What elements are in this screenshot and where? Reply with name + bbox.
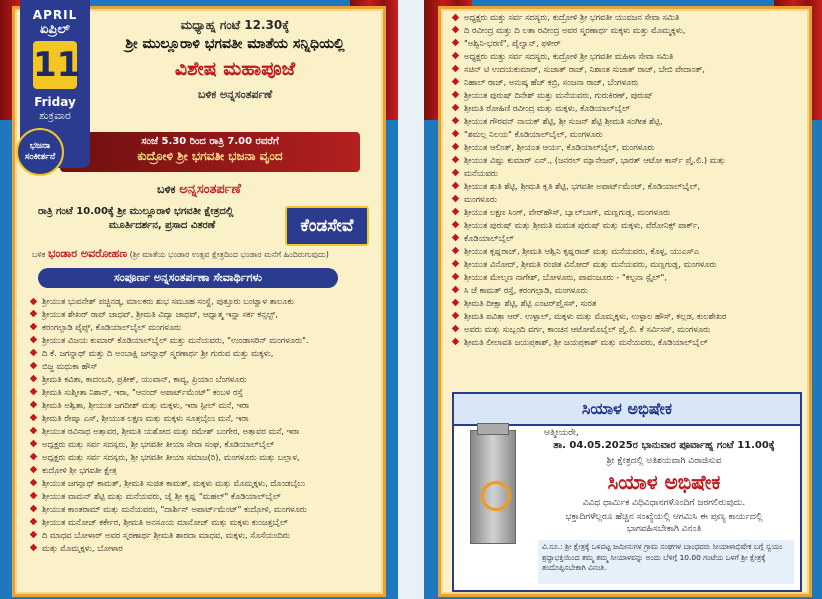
sponsor-text: ಶ್ರೀಮತಿ ಲೀಲಾವತಿ ಜಯಪ್ರಕಾಶ್, ಶ್ರೀ ಜಯಪ್ರಕಾಶ್ ಮತ್ತು ಮನೆಯವರು, ಕೊಡಿಯಾಲ್‌ಬೈಲ್ bbox=[464, 336, 708, 347]
left-sponsor-list bbox=[30, 296, 372, 556]
sponsor-item bbox=[452, 103, 798, 114]
sponsor-item bbox=[30, 296, 372, 307]
bullet-icon bbox=[452, 26, 459, 33]
bullet-icon bbox=[30, 375, 37, 382]
bullet-icon bbox=[452, 247, 459, 254]
bullet-icon bbox=[30, 388, 37, 395]
bullet-icon bbox=[30, 466, 37, 473]
time-line: ಮಧ್ಯಾಹ್ನ ಗಂಟೆ 12.30ಕ್ಕೆ bbox=[180, 18, 290, 32]
bullet-icon bbox=[30, 336, 37, 343]
bullet-icon bbox=[30, 518, 37, 525]
sponsor-item bbox=[452, 77, 798, 88]
bullet-icon bbox=[30, 310, 37, 317]
bullet-icon bbox=[452, 208, 459, 215]
bullet-icon bbox=[452, 260, 459, 267]
sponsor-text: ಶ್ರೀಯುತ ಜಗನ್ನಾಥ್ ಕಾಮತ್, ಶ್ರೀಮತಿ ಸುಜಿತ ಕಾಮತ್, ಮಕ್ಕಳು ಮತ್ತು ಮೊಮ್ಮಕ್ಕಳು, ದೊಂಡಬೈಲು bbox=[42, 477, 306, 488]
bullet-icon bbox=[30, 414, 37, 421]
month-en: APRIL bbox=[32, 8, 78, 22]
sponsor-item bbox=[30, 374, 372, 385]
sponsor-item bbox=[452, 38, 798, 49]
sponsor-text: ಶ್ರೀಯುತ ಶೇಖರ್ ರಾವ್ ಜಾಧವ್, ಶ್ರೀಮತಿ ವಿದ್ಯಾ ಜಾಧವ್, ಆಧ್ಯಾತ್ಮ ಇನ್ಫ್ರಾ ಸರ್ಕ ಕನ್ಸಲ್ಟ್, bbox=[42, 308, 278, 319]
sponsor-item bbox=[452, 259, 798, 270]
sponsor-item bbox=[452, 207, 798, 218]
sponsor-text: "ಶಮಲ್ಲ ನಿಲಯ" ಕೊಡಿಯಾಲ್‌ಬೈಲ್, ಮಂಗಳೂರು bbox=[464, 128, 603, 139]
abhisheka-heading: ಸಿಯಾಳ ಅಭಿಷೇಕ bbox=[454, 394, 800, 426]
bullet-icon bbox=[452, 169, 459, 176]
sponsor-item bbox=[30, 478, 372, 489]
bullet-icon bbox=[30, 297, 37, 304]
sponsor-text: ಮನೆಯವರು bbox=[464, 167, 498, 178]
abhisheka-date: ತಾ. 04.05.2025ರ ಭಾನುವಾರ ಪೂರ್ವಾಹ್ನ ಗಂಟೆ 11.00ಕ್ಕೆ bbox=[553, 440, 775, 451]
bullet-icon bbox=[452, 65, 459, 72]
sponsor-item bbox=[452, 90, 798, 101]
bullet-icon bbox=[452, 325, 459, 332]
bullet-icon bbox=[452, 195, 459, 202]
bhajana-time: ಸಂಜೆ 5.30 ರಿಂದ ರಾತ್ರಿ 7.00 ರವರೆಗೆ bbox=[141, 136, 279, 147]
abhisheka-line-7: ಭಾಗವಹಿಸಬೇಕಾಗಿ ವಿನಂತಿ bbox=[626, 524, 702, 534]
bullet-icon bbox=[452, 234, 459, 241]
sponsor-item bbox=[30, 309, 372, 320]
sponsor-item bbox=[30, 465, 372, 476]
after-bhajana-prefix: ಬಳಿಕ bbox=[157, 183, 176, 196]
bullet-icon bbox=[30, 492, 37, 499]
fold-gap bbox=[398, 0, 424, 599]
bhajana-group: ಕುದ್ರೋಳಿ ಶ್ರೀ ಭಗವತೀ ಭಜನಾ ವೃಂದ bbox=[137, 149, 283, 163]
sponsor-item bbox=[30, 439, 372, 450]
sponsor-text: "ಅಶ್ವಿನಿ-ಭರಣಿ", ಪೈಲ್ವಾನ್, ಫಳೀರ್ bbox=[464, 37, 561, 48]
bullet-icon bbox=[30, 453, 37, 460]
bullet-icon bbox=[452, 91, 459, 98]
sponsor-text: ಶ್ರೀಯುತ ರವಿನಾಥ ಅತ್ತಾವರ, ಶ್ರೀಮತಿ ಯಶೋದ ಮತ್ತು ರಮೇಶ್ ಬಂಗೇರ, ಅತ್ತಾವರ ಮನೆ, ಇರಾ bbox=[42, 425, 300, 436]
bullet-icon bbox=[452, 156, 459, 163]
left-page bbox=[0, 0, 398, 599]
sponsor-item bbox=[452, 272, 798, 283]
sponsor-text: ಶ್ರೀಯುತ ವಿಜಯ ಕುಮಾರ್ ಕೊಡಿಯಾಲ್‌ಬೈಲ್ ಮತ್ತು ಮನೆಯವರು, "ಉಂಡಾಸರಿನ್ ಮಂಗಳೂರು". bbox=[42, 334, 309, 345]
sponsor-text: ಕರಂಗಲ್ಪಾಡಿ ಪೈಪ್ಸ್, ಕೊಡಿಯಾಲ್‌ಬೈಲ್ ಮಂಗಳೂರು bbox=[42, 321, 182, 332]
sponsor-text: ಕೊಡಿಯಾಲ್‌ಬೈಲ್ bbox=[464, 232, 514, 243]
puja-title: ವಿಶೇಷ ಮಹಾಪೂಜೆ bbox=[174, 58, 296, 80]
weekday-en: Friday bbox=[34, 95, 76, 109]
sponsor-item bbox=[30, 335, 372, 346]
sponsor-text: ಶ್ರೀಯುತ ಪುರುಷ್ ಮತ್ತು ಶ್ರೀಮತಿ ಮಮತ ಪುರುಷ್ ಮತ್ತು ಮಕ್ಕಳು, ವೆರೋನಿಕ್ಸ್ ಪಾರ್ಕ್, bbox=[464, 219, 700, 230]
sponsor-item bbox=[452, 298, 798, 309]
sponsor-text: ಅಧ್ಯಕ್ಷರು ಮತ್ತು ಸರ್ವ ಸದಸ್ಯರು, ಕುದ್ರೋಳಿ ಶ್ರೀ ಭಗವತೀ ಮಹಿಳಾ ಸೇವಾ ಸಮಿತಿ bbox=[464, 50, 674, 61]
sponsor-text: ಶ್ರೀಯುತ ಮೇಲ್ಮಣ ನಾಗೇಶ್, ಬೋಳೂರು, ಪಾವಂಜೂರು - "ಕಲ್ಪನಾ ಸ್ಟೈಲ್", bbox=[464, 271, 667, 282]
sponsor-text: ಶ್ರೀಮತಿ ಸುಶ್ಮೀತಾ ನಿಶಾನ್, ಇರಾ, "ಆನಂದ್ ಅಪಾರ್ಟ್‌ಮೆಂಟ್" ಕಂಬಳ ರಸ್ತೆ bbox=[42, 386, 243, 397]
bullet-icon bbox=[30, 479, 37, 486]
sponsor-text: ಶ್ರೀಮತಿ ಪವಿತ್ರಾ ಆರ್. ಉಳ್ಳಾಲ್, ಮಕ್ಕಳು ಮತ್ತು ಮೊಮ್ಮಕ್ಕಳು, ಉಳ್ಳಾಲ ಹೌಸ್, ಕಲ್ಲಡ, ಕುಲಶೇಖರ bbox=[464, 310, 727, 321]
sponsor-item bbox=[452, 233, 798, 244]
after-bhajana bbox=[0, 182, 398, 197]
bullet-icon bbox=[452, 273, 459, 280]
sponsor-text: ದಿ ಕೆ. ಜಗನ್ನಾಥ್ ಮತ್ತು ದಿ ಅಂಬಾಕ್ಷಿ ಜಗನ್ನಾಥ್ ಸ್ಮರಣಾರ್ಥ ಶ್ರೀ ಗುರುವ ಮತ್ತು ಮಕ್ಕಳು, bbox=[42, 347, 274, 358]
sponsor-item bbox=[452, 168, 798, 179]
sponsor-text: ಅಧ್ಯಕ್ಷರು ಮತ್ತು ಸರ್ವ ಸದಸ್ಯರು, ಕುದ್ರೋಳಿ ಶ್ರೀ ಭಗವತೀ ಯುವಜನ ಸೇವಾ ಸಮಿತಿ bbox=[464, 12, 680, 22]
sponsor-item bbox=[30, 426, 372, 437]
bullet-icon bbox=[452, 104, 459, 111]
sponsor-item bbox=[452, 324, 798, 335]
after-bhajana-main: ಅನ್ನಸಂತರ್ಪಣೆ bbox=[179, 182, 241, 197]
sponsor-text: ಶ್ರೀಯುತ ವಾಮನ್ ಶೆಟ್ಟಿ ಮತ್ತು ಮನೆಯವರು, ಜೈ ಶ್ರೀ ಕೃಷ್ಣ "ಮಹಲ್" ಕೊಡಿಯಾಲ್‌ಬೈಲ್ bbox=[42, 490, 281, 501]
bhajana-tag: ಭಜನಾ ಸಂಕೀರ್ತನೆ bbox=[16, 128, 64, 176]
bullet-icon bbox=[30, 531, 37, 538]
bhajana-band bbox=[60, 132, 360, 172]
sponsor-item bbox=[30, 543, 372, 554]
sponsor-text: ಶ್ರೀಯುತ ವಿಷ್ಣು ಕುಮಾರ್ ಎನ್., (ಜನರಲ್ ಮ್ಯಾನೇಜರ್, ಭಾರತ್ ಆಟೋ ಕಾರ್ಸ್ ಪ್ರೈ.ಲಿ.) ಮತ್ತು bbox=[464, 154, 726, 165]
sponsor-text: ಮತ್ತು ಮೊಮ್ಮಕ್ಕಳು, ಬೋಳಾರ bbox=[42, 542, 123, 553]
sponsor-item bbox=[452, 337, 798, 348]
sponsor-text: ದಿ ರವೀಂದ್ರ ಮತ್ತು ದಿ ಲತಾ ರವೀಂದ್ರ ಅವರ ಸ್ಮರಣಾರ್ಥ ಮಕ್ಕಳು ಮತ್ತು ಮೊಮ್ಮಕ್ಕಳು, bbox=[464, 24, 686, 35]
sponsor-item bbox=[452, 311, 798, 322]
bullet-icon bbox=[452, 39, 459, 46]
presence-line: ಶ್ರೀ ಮುಲ್ಲೂರಾಳಿ ಭಗವತೀ ಮಾತೆಯ ಸನ್ನಿಧಿಯಲ್ಲಿ bbox=[125, 36, 345, 52]
month-kn: ಏಪ್ರಿಲ್ bbox=[40, 22, 70, 37]
sponsor-text: ಶ್ರೀಮತಿ ರೇಷ್ಮಾ ಎಸ್, ಶ್ರೀಯುತ ಲಕ್ಷ್ಮಣ ಮತ್ತು ಮಕ್ಕಳು ಸೂತ್ರಬೈಲು ಮನೆ, ಇರಾ bbox=[42, 412, 249, 423]
sponsor-item bbox=[30, 361, 372, 372]
temple-tower-image bbox=[470, 430, 516, 544]
sponsor-text: ಶ್ರೀಮತಿ ದೀಕ್ಷಾ ಶೆಟ್ಟಿ, ಶೆಟ್ಟಿ ಎಂಟರ್‌ಪ್ರೈಸಸ್, ಸುರತ bbox=[464, 297, 597, 308]
bullet-icon bbox=[452, 13, 459, 20]
night-line-1: ರಾತ್ರಿ ಗಂಟೆ 10.00ಕ್ಕೆ ಶ್ರೀ ಮುಲ್ಲೂರಾಳಿ ಭಗವತೀ ಕ್ಷೇತ್ರದಲ್ಲಿ bbox=[38, 206, 234, 217]
bullet-icon bbox=[452, 143, 459, 150]
abhisheka-note: ವಿ.ಸೂ.: ಶ್ರೀ ಕ್ಷೇತ್ರಕ್ಕೆ ಒಳಪಟ್ಟ ಜಮೀನುಗಳ ಗ್ರಾಮ ಸಂಘಗಳ ಬಾಂಧವರು ಸೀಯಾಳಾಭಿಷೇಕ ಬಗ್ಗೆ ಸ್ವಯಂ ಶ್ರದ್ಧಾಭಕ್ತಿಯಿಂದ ತಮ್ಮ ತಮ್ಮ ಸೀಯಾಳವನ್ನು ಅಂದು ಬೆಳಿಗ್ಗೆ 10.00 ಗಂಟೆಯ ಒಳಗೆ ಶ್ರೀ ಕ್ಷೇತ್ರಕ್ಕೆ ತಂದೊಪ್ಪಿಸಬೇಕಾಗಿ ವಿನಂತಿ. bbox=[538, 540, 794, 584]
sponsor-text: ಶ್ರೀಯುತ ವಿನೋದ್, ಶ್ರೀಮತಿ ರಂಜಿತ ವಿನೋದ್ ಮತ್ತು ಮನೆಯವರು, ಮಣ್ಣಗುಡ್ಡ, ಮಂಗಳೂರು bbox=[464, 258, 717, 269]
bullet-icon bbox=[30, 349, 37, 356]
bullet-icon bbox=[452, 299, 459, 306]
bullet-icon bbox=[452, 130, 459, 137]
sponsor-text: ಶ್ರೀಮತಿ ಕವಿತಾ, ಕಾದಂಬರಿ, ಪ್ರತೀಕ್, ಯುವಾನ್, ಕಾವ್ಯ, ಪ್ರಿಯಾಂ ಬೆಂಗಳೂರು bbox=[42, 373, 247, 384]
sponsor-item bbox=[30, 387, 372, 398]
sponsor-text: ನಿಹಾಲ್ ರಾಜ್, ಅನುಷ್ಕ ಹೆಚ್ ಕಬ್ರಿ, ಸಂಜನಾ ರಾಜ್, ಬೆಂಗಳೂರು bbox=[464, 76, 639, 87]
right-page bbox=[424, 0, 822, 599]
sponsor-item bbox=[452, 116, 798, 127]
bullet-icon bbox=[30, 401, 37, 408]
sponsor-text: ಸಚಿನ್ ಟಿ ಉದಯಕುಮಾರ್, ಸುಜಾತ್ ರಾಜ್, ನಿಶಾಂತ ಸುಜಾತ್ ರಾಜ್, ಬೇಬಿ ವೇದಾಂತ್, bbox=[464, 63, 705, 74]
sponsor-item bbox=[30, 452, 372, 463]
sponsor-item bbox=[30, 413, 372, 424]
sponsor-item bbox=[452, 220, 798, 231]
sponsor-text: ಶ್ರೀಯುತ ಲಕ್ಷ್ಮಣ ಸಿಂಗ್, ವೇರ್‌ಹೌಸ್, ಬ್ಯಾಲ್‌ಬಾಗ್, ಮಣ್ಣಗುಡ್ಡ, ಮಂಗಳೂರು bbox=[464, 206, 671, 217]
bhandara-prefix: ಬಳಿಕ bbox=[32, 250, 46, 259]
sponsor-item bbox=[452, 25, 798, 36]
sponsor-text: ಶ್ರೀಯುತ ಕಾಂತರಾಮ್ ಮತ್ತು ಮನೆಯವರು, "ದಾರ್ಶಿನ್ ಅಪಾರ್ಟ್‌ಮೆಂಟ್" ಕುದ್ರೋಳಿ, ಮಂಗಳೂರು bbox=[42, 503, 307, 514]
sponsor-text: ಬಿಜ್ಜ ಮಧುಕಾ ಹೌಸ್ bbox=[42, 360, 98, 371]
sponsor-item bbox=[452, 181, 798, 192]
bullet-icon bbox=[30, 505, 37, 512]
bullet-icon bbox=[452, 52, 459, 59]
sponsor-item bbox=[452, 142, 798, 153]
sponsor-text: ಶ್ರೀಯುತ ಆಲಿಂತ್, ಶ್ರೀಯುತ ಆರ್ಯ, ಕೊಡಿಯಾಲ್‌ಬೈಲ್, ಮಂಗಳೂರು bbox=[464, 141, 655, 152]
sponsor-item bbox=[30, 504, 372, 515]
sponsor-item bbox=[30, 517, 372, 528]
sponsor-item bbox=[30, 530, 372, 541]
night-line-2: ಮೂರ್ತಿದರ್ಶನ, ಪ್ರಸಾದ ವಿತರಣೆ bbox=[108, 220, 216, 231]
bhandara-note: (ಶ್ರೀ ಮಾತೆಯ ಭಂಡಾರ ಉತ್ಸವ ಕ್ಷೇತ್ರದಿಂದ ಭಂಡಾರ ಮನೆಗೆ ಹಿಂದಿರುಗುವುದು) bbox=[129, 250, 329, 259]
sponsor-item bbox=[452, 246, 798, 257]
day-number: 11 bbox=[33, 41, 77, 89]
sponsor-text: ದಿ ಮಾಧವ ಬೋಳಾರ್ ಅವರ ಸ್ಮರಣಾರ್ಥ ಶ್ರೀಮತಿ ಶಾರದಾ ಮಾಧವ, ಮಕ್ಕಳು, ಸೊಸೆಯಂದಿರು bbox=[42, 529, 290, 540]
bullet-icon bbox=[30, 323, 37, 330]
sponsor-text: ಅಧ್ಯಕ್ಷರು ಮತ್ತು ಸರ್ವ ಸದಸ್ಯರು, ಶ್ರೀ ಭಗವತೀ ತೀಯಾ ಸಮಾಜ(ರಿ), ಮಂಗಳೂರು ಮತ್ತು ಬಲ್ಲಾಳ, bbox=[42, 451, 300, 462]
bhandara-main: ಭಂಡಾರ ಅವರೋಹಣ bbox=[47, 247, 128, 260]
bullet-icon bbox=[452, 78, 459, 85]
sponsor-item bbox=[452, 194, 798, 205]
sponsor-text: ಶ್ರೀಯುತ ಕೃಷ್ಣರಾಜ್, ಶ್ರೀಮತಿ ಆಶ್ವಿನಿ ಕೃಷ್ಣರಾಜ್ ಮತ್ತು ಮನೆಯವರು, ಕೊಳ್ಳ, ಯುಎಸ್ಎ bbox=[464, 245, 700, 256]
sponsor-item bbox=[452, 12, 798, 23]
sponsor-text: ಶ್ರೀಯುತ ಗೌರವನ್ ನಾಯಕ್ ಶೆಟ್ಟಿ, ಶ್ರೀ ಸುಜನ್ ಶೆಟ್ಟಿ ಶ್ರೀಮತಿ ಸಂಗೀತ ಶೆಟ್ಟಿ, bbox=[464, 115, 663, 126]
garland-icon bbox=[481, 481, 511, 511]
abhisheka-intro: ಆತ್ಮೀಯರೇ, bbox=[544, 428, 579, 438]
weekday-kn: ಶುಕ್ರವಾರ bbox=[39, 109, 71, 122]
sponsor-item bbox=[452, 129, 798, 140]
bullet-icon bbox=[452, 182, 459, 189]
sponsor-text: ಅಧ್ಯಕ್ಷರು ಮತ್ತು ಸರ್ವ ಸದಸ್ಯರು, ಶ್ರೀ ಭಗವತೀ ತೀಯಾ ಸೇವಾ ಸಂಘ, ಕೊಡಿಯಾಲ್‌ಬೈಲ್ bbox=[42, 438, 275, 449]
sponsor-item bbox=[452, 285, 798, 296]
sponsor-heading: ಸಂಪೂರ್ಣ ಅನ್ನಸಂತರ್ಪಣಾ ಸೇವಾರ್ಥಿಗಳು bbox=[38, 268, 338, 288]
sponsor-text: ಶ್ರೀಯುತ ಪುರುಷ್ ದಿನೇಶ್ ಮತ್ತು ಮನೆಯವರು, ಗುರುಕಿರಣ್, ಪುರುಷ್ bbox=[464, 89, 653, 100]
right-sponsor-list bbox=[452, 12, 798, 350]
bullet-icon bbox=[452, 221, 459, 228]
bullet-icon bbox=[30, 544, 37, 551]
sponsor-text: ಶ್ರೀಯುತ ಮನೋಜ್ ಕರ್ಕೇರ, ಶ್ರೀಮತಿ ಅನಸೂಯ ಮಾನೋಜ್ ಮತ್ತು ಮಕ್ಕಳು ಕುಂಜತ್ತಬೈಲ್ bbox=[42, 516, 288, 527]
abhisheka-title: ಸಿಯಾಳ ಅಭಿಷೇಕ bbox=[607, 470, 721, 494]
sponsor-item bbox=[30, 348, 372, 359]
sponsor-text: ಅವರು ಮತ್ತು ಸುಬ್ಬಂದಿ ವರ್ಗ, ಕಾಂಚನ ಆಟೋಮೊಬೈಲ್ ಪ್ರೈ.ಲಿ. ಕೆ ಸರ್ವಿಸಸ್, ಮಂಗಳೂರು bbox=[464, 323, 711, 334]
sponsor-text: ಶ್ರೀಯುತ ಶ್ರುತಿ ಶೆಟ್ಟಿ, ಶ್ರೀಮತಿ ಕೃತಿ ಶೆಟ್ಟಿ, ಭಗವತೀ ಅಪಾರ್ಟ್‌ಮೆಂಟ್, ಕೊಡಿಯಾಲ್‌ಬೈಲ್, bbox=[464, 180, 701, 191]
bullet-icon bbox=[452, 312, 459, 319]
sponsor-text: ಸಿ ಜೆ ಕಾಮತ್ ರಸ್ತೆ, ಕರಂಗಲ್ಪಾಡಿ, ಮಂಗಳೂರು bbox=[464, 284, 588, 295]
bullet-icon bbox=[452, 117, 459, 124]
bhandara-line bbox=[32, 247, 372, 261]
sponsor-item bbox=[30, 400, 372, 411]
night-event bbox=[38, 205, 286, 233]
bullet-icon bbox=[30, 362, 37, 369]
sponsor-text: ಶ್ರೀಮತಿ ರೋಹಿಣಿ ರವೀಂದ್ರ ಮತ್ತು ಮಕ್ಕಳು, ಕೊಡಿಯಾಲ್‌ಬೈಲ್ bbox=[464, 102, 631, 113]
after-puja: ಬಳಿಕ ಅನ್ನಸಂತರ್ಪಣೆ bbox=[197, 88, 273, 101]
sponsor-text: ಕುದ್ರೋಳಿ ಶ್ರೀ ಭಗವತೀ ಕ್ಷೇತ್ರ bbox=[42, 464, 117, 475]
bullet-icon bbox=[30, 427, 37, 434]
abhisheka-box bbox=[452, 392, 802, 592]
sponsor-item bbox=[452, 64, 798, 75]
sponsor-text: ಶ್ರೀಯುತ ಭುವನೇಶ್ ಪಚ್ಚಿನಡ್ಕ, ಮಾಲಕರು ಶುಭ ಸಮೂಹ ಸಂಸ್ಥೆ, ಪುತ್ತೂರು ಬಂಟ್ವಾಳ ತಾಲೂಕು bbox=[42, 296, 294, 306]
sponsor-text: ಮಂಗಳೂರು bbox=[464, 193, 497, 204]
abhisheka-line-5: ವಿವಿಧ ಧಾರ್ಮಿಕ ವಿಧಿವಿಧಾನಗಳೊಂದಿಗೆ ಜರಗಲಿರುವುದು. bbox=[582, 498, 746, 508]
sponsor-item bbox=[30, 322, 372, 333]
sponsor-item bbox=[452, 155, 798, 166]
bullet-icon bbox=[30, 440, 37, 447]
sponsor-item bbox=[452, 51, 798, 62]
sponsor-text: ಶ್ರೀಮತಿ ಅಶ್ವಿತಾ, ಶ್ರೀಯುತ ಜಗದೀಶ್ ಮತ್ತು ಮಕ್ಕಳು, ಇರಾ ಸ್ಟೀಲ್ ಮನೆ, ಇರಾ bbox=[42, 399, 250, 410]
bullet-icon bbox=[452, 338, 459, 345]
bullet-icon bbox=[452, 286, 459, 293]
kendaseve-badge: ಕೆಂಡಸೇವೆ bbox=[285, 206, 369, 246]
sponsor-item bbox=[30, 491, 372, 502]
abhisheka-place: ಶ್ರೀ ಕ್ಷೇತ್ರದಲ್ಲಿ ಅತಿಶಯವಾಗಿ ವಿರಾಜಿಸುವ bbox=[606, 456, 722, 466]
abhisheka-line-6: ಭಕ್ತಾದಿಗಳೆಲ್ಲರೂ ಹೆಚ್ಚಿನ ಸಂಖ್ಯೆಯಲ್ಲಿ ಆಗಮಿಸಿ ಈ ಪುಣ್ಯ ಕಾರ್ಯದಲ್ಲಿ bbox=[565, 512, 763, 522]
